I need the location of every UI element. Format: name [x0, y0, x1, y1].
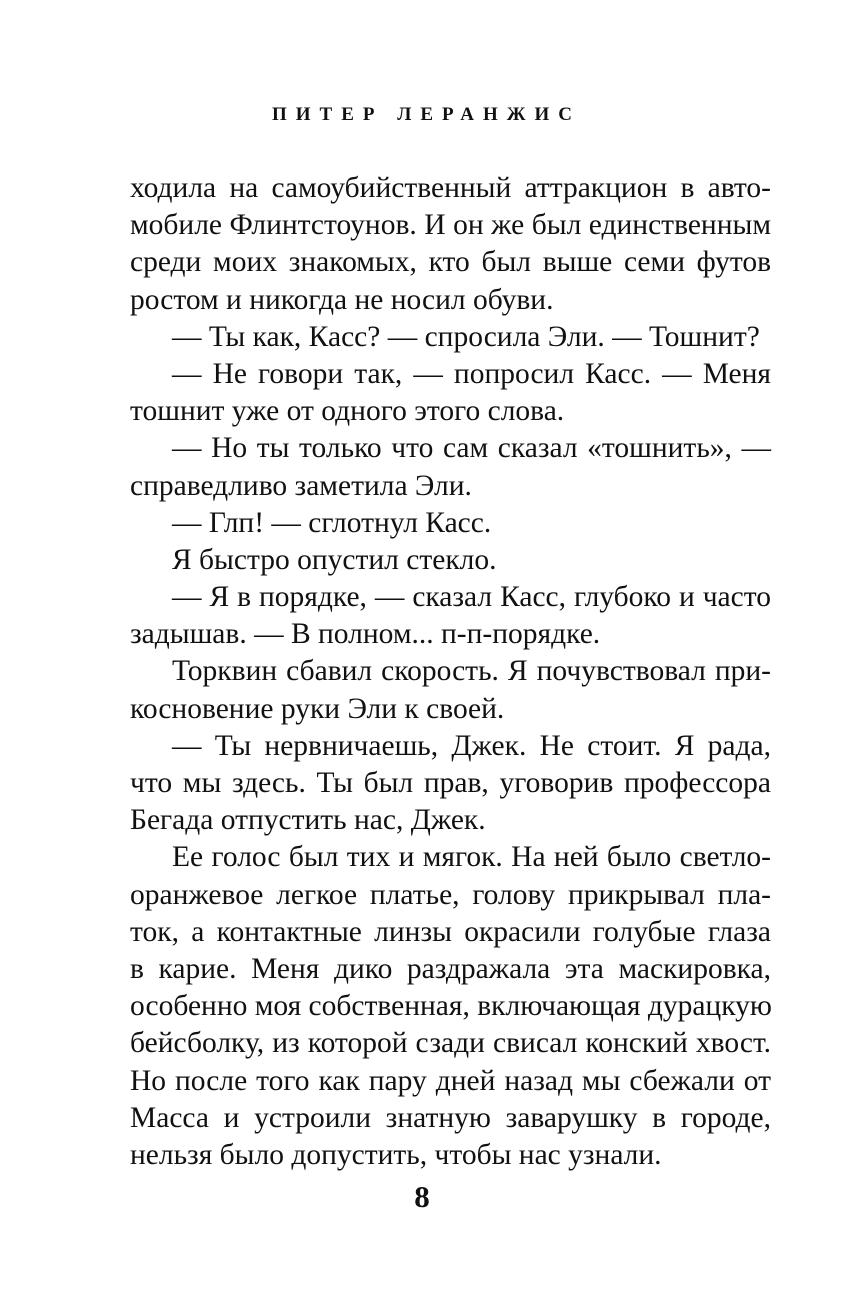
text-line: оранжевое легкое платье, голову прикрывал пла-: [130, 878, 771, 911]
body-text: [130, 170, 771, 1174]
text-line: ток, а контактные линзы окрасили голубые глаза: [130, 915, 771, 948]
text-line: ходила на самоубийственный аттракцион в авто-: [130, 172, 771, 204]
text-line: мобиле Флинтстоунов. И он же был единственным: [130, 209, 771, 242]
text-line: нельзя было допустить, чтобы нас узнали.: [130, 1138, 662, 1171]
text-line: — Я в порядке, — сказал Касс, глубоко и часто: [172, 581, 771, 614]
text-line: Ее голос был тих и мягок. На ней было светло-: [172, 841, 771, 874]
page-number: 8: [414, 1179, 430, 1214]
text-line: справедливо заметила Эли.: [130, 469, 472, 502]
text-line: косновение руки Эли к своей.: [130, 692, 505, 725]
running-head: ПИТЕР ЛЕРАНЖИС: [271, 104, 582, 125]
text-line: — Не говори так, — попросил Касс. — Меня: [172, 357, 771, 390]
text-line: среди моих знакомых, кто был выше семи футов: [130, 246, 771, 279]
text-line: особенно моя собственная, включающая дурацкую: [130, 990, 772, 1023]
text-line: что мы здесь. Ты был прав, уговорив профессора: [130, 767, 771, 799]
text-line: Масса и устроили знатную заварушку в городе,: [130, 1101, 771, 1134]
text-line: — Глп! — сглотнул Касс.: [172, 506, 492, 539]
text-line: ростом и никогда не носил обуви.: [130, 283, 554, 316]
text-line: бейсболку, из которой сзади свисал конский хвост.: [130, 1027, 771, 1060]
text-line: в карие. Меня дико раздражала эта маскировка,: [130, 952, 771, 985]
text-line: Бегада отпустить нас, Джек.: [130, 804, 486, 837]
text-line: — Ты как, Касс? — спросила Эли. — Тошнит?: [172, 320, 760, 353]
text-line: — Ты нервничаешь, Джек. Не стоит. Я рада,: [172, 729, 771, 762]
text-line: задышав. — В полном... п-п-порядке.: [130, 618, 601, 651]
text-line: тошнит уже от одного этого слова.: [130, 395, 565, 428]
text-line: Я быстро опустил стекло.: [172, 543, 497, 576]
text-line: Торквин сбавил скорость. Я почувствовал при-: [172, 655, 771, 688]
text-line: — Но ты только что сам сказал «тошнить», —: [172, 432, 771, 465]
text-line: Но после того как пару дней назад мы сбежали от: [130, 1064, 771, 1097]
